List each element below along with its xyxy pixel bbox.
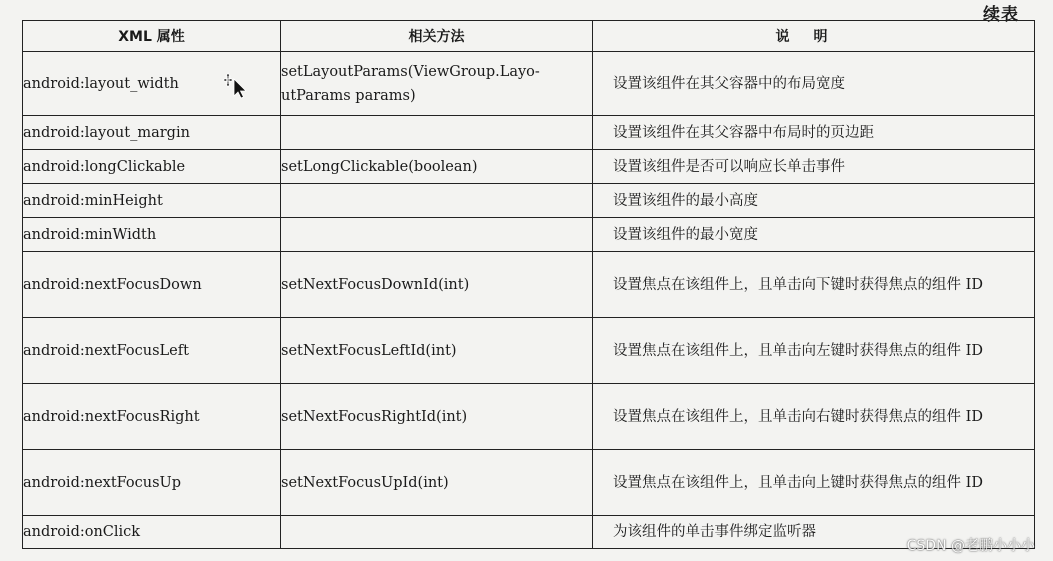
header-description: 说明 bbox=[593, 21, 1035, 52]
desc-cell bbox=[593, 450, 1035, 516]
desc-text: 为该组件的单击事件绑定监听器 bbox=[613, 524, 816, 540]
desc-text: 设置焦点在该组件上，且单击向上键时获得焦点的组件 ID bbox=[613, 474, 983, 491]
attr-cell: android:layout_margin bbox=[23, 116, 281, 150]
attr-cell: android:minWidth bbox=[23, 218, 281, 252]
table-row bbox=[23, 516, 1035, 549]
method-cell: setLongClickable(boolean) bbox=[281, 150, 593, 184]
method-cell: setNextFocusUpId(int) bbox=[281, 450, 593, 516]
attr-cell: android:layout_width bbox=[23, 52, 281, 116]
method-cell: setNextFocusDownId(int) bbox=[281, 252, 593, 318]
desc-cell bbox=[593, 52, 1035, 116]
desc-text: 设置该组件是否可以响应长单击事件 bbox=[613, 158, 845, 175]
table-row bbox=[23, 150, 1035, 184]
desc-text: 设置焦点在该组件上，且单击向左键时获得焦点的组件 ID bbox=[613, 342, 983, 359]
method-cell bbox=[281, 516, 593, 549]
xml-attribute-table bbox=[22, 20, 1035, 549]
attr-cell: android:onClick bbox=[23, 516, 281, 549]
desc-text: 设置该组件在其父容器中布局时的页边距 bbox=[613, 124, 874, 141]
table-row bbox=[23, 184, 1035, 218]
header-related-method: 相关方法 bbox=[281, 21, 593, 52]
move-cursor-icon bbox=[222, 70, 250, 100]
desc-text: 设置焦点在该组件上，且单击向下键时获得焦点的组件 ID bbox=[613, 276, 983, 293]
table-header-row bbox=[23, 21, 1035, 52]
desc-cell bbox=[593, 150, 1035, 184]
desc-cell bbox=[593, 184, 1035, 218]
watermark: CSDN @老鹏小小小 bbox=[906, 538, 1035, 554]
attr-cell: android:nextFocusRight bbox=[23, 384, 281, 450]
table-row bbox=[23, 450, 1035, 516]
table-row bbox=[23, 252, 1035, 318]
table-row bbox=[23, 52, 1035, 116]
method-cell: setLayoutParams(ViewGroup.Layo-utParams params) bbox=[281, 52, 593, 116]
table-row bbox=[23, 218, 1035, 252]
desc-cell bbox=[593, 384, 1035, 450]
attr-cell: android:minHeight bbox=[23, 184, 281, 218]
header-xml-attribute: XML 属性 bbox=[23, 21, 281, 52]
table-row bbox=[23, 116, 1035, 150]
attr-cell: android:longClickable bbox=[23, 150, 281, 184]
attr-cell: android:nextFocusUp bbox=[23, 450, 281, 516]
table-row bbox=[23, 384, 1035, 450]
method-cell: setNextFocusLeftId(int) bbox=[281, 318, 593, 384]
desc-text: 设置该组件的最小宽度 bbox=[613, 226, 758, 243]
desc-cell bbox=[593, 218, 1035, 252]
attr-cell: android:nextFocusDown bbox=[23, 252, 281, 318]
desc-text: 设置该组件的最小高度 bbox=[613, 192, 758, 209]
attr-cell: android:nextFocusLeft bbox=[23, 318, 281, 384]
continued-label: 续表 bbox=[983, 5, 1019, 25]
desc-cell bbox=[593, 318, 1035, 384]
desc-text: 设置该组件在其父容器中的布局宽度 bbox=[613, 75, 845, 92]
desc-text: 设置焦点在该组件上，且单击向右键时获得焦点的组件 ID bbox=[613, 408, 983, 425]
table-row bbox=[23, 318, 1035, 384]
method-cell bbox=[281, 218, 593, 252]
method-cell: setNextFocusRightId(int) bbox=[281, 384, 593, 450]
method-cell bbox=[281, 116, 593, 150]
method-cell bbox=[281, 184, 593, 218]
desc-cell bbox=[593, 252, 1035, 318]
desc-cell bbox=[593, 116, 1035, 150]
